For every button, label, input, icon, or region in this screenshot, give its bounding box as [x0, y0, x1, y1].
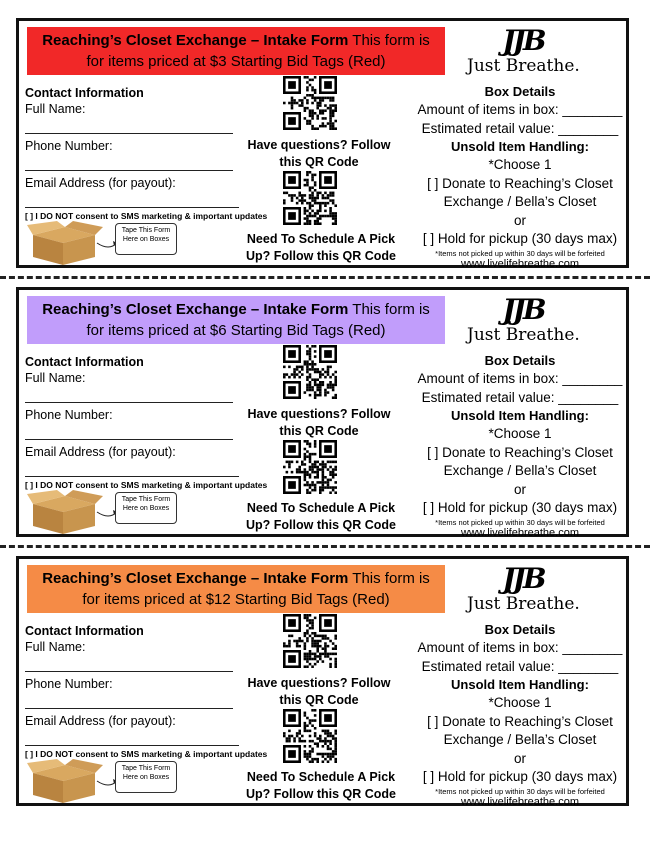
website-url: www.livelifebreathe.com	[461, 795, 579, 808]
pickup-qr-code[interactable]	[283, 440, 337, 494]
email-label: Email Address (for payout):	[25, 445, 176, 459]
phone-field[interactable]	[25, 154, 233, 171]
retail-value-field[interactable]: Estimated retail value: ________	[421, 120, 619, 136]
choose-one-text: *Choose 1	[488, 695, 552, 710]
contact-heading: Contact Information	[25, 86, 144, 100]
full-name-field[interactable]	[25, 655, 233, 672]
donate-option[interactable]: [ ] Donate to Reaching’s Closet	[427, 175, 613, 191]
contact-section	[25, 623, 268, 760]
pickup-qr-caption: Need To Schedule A Pick Up? Follow this QR Code	[246, 770, 396, 801]
phone-field[interactable]	[25, 692, 233, 709]
unsold-heading: Unsold Item Handling:	[451, 677, 589, 692]
logo-text: Just Breathe.	[467, 594, 580, 614]
form-title-bold: Reaching’s Closet Exchange – Intake Form	[42, 32, 349, 49]
just-breathe-logo	[467, 293, 580, 346]
logo-text: Just Breathe.	[467, 56, 580, 76]
unsold-heading: Unsold Item Handling:	[451, 139, 589, 154]
questions-qr-code[interactable]	[283, 345, 337, 399]
website-url: www.livelifebreathe.com	[461, 257, 579, 270]
just-breathe-logo	[467, 562, 580, 615]
intake-form-card-2	[16, 287, 629, 537]
form-title-rest: This form is for items priced at $3 Starting Bid Tags (Red)	[86, 32, 430, 70]
retail-value-field[interactable]: Estimated retail value: ________	[421, 389, 619, 405]
pickup-qr-code[interactable]	[283, 709, 337, 763]
phone-label: Phone Number:	[25, 408, 113, 422]
full-name-field[interactable]	[25, 117, 233, 134]
logo-mark: JJB	[502, 562, 544, 595]
questions-qr-caption: Have questions? Follow this QR Code	[247, 676, 391, 707]
donate-option[interactable]: [ ] Donate to Reaching’s Closet	[427, 713, 613, 729]
donate-option-cont: Exchange / Bella’s Closet	[443, 194, 597, 209]
phone-label: Phone Number:	[25, 139, 113, 153]
unsold-heading: Unsold Item Handling:	[451, 408, 589, 423]
logo-mark: JJB	[502, 24, 544, 57]
full-name-field[interactable]	[25, 386, 233, 403]
forfeit-note: *Items not picked up within 30 days will be forfeited	[435, 517, 605, 527]
donate-option[interactable]: [ ] Donate to Reaching’s Closet	[427, 444, 613, 460]
donate-option-cont: Exchange / Bella’s Closet	[443, 732, 597, 747]
full-name-label: Full Name:	[25, 640, 86, 654]
or-text: or	[513, 750, 526, 766]
full-name-label: Full Name:	[25, 371, 86, 385]
form-title-banner	[27, 565, 445, 613]
intake-form-card-1	[16, 18, 629, 268]
contact-section	[25, 354, 268, 491]
box-details-section	[409, 621, 631, 808]
phone-label: Phone Number:	[25, 677, 113, 691]
form-title-banner	[27, 27, 445, 75]
tape-form-label: Tape This Form Here on Boxes	[115, 492, 177, 524]
intake-form-card-3	[16, 556, 629, 806]
pickup-qr-code[interactable]	[283, 171, 337, 225]
questions-qr-caption: Have questions? Follow this QR Code	[247, 138, 391, 169]
hold-option[interactable]: [ ] Hold for pickup (30 days max)	[422, 769, 618, 784]
cut-line-divider-1	[0, 276, 650, 279]
tape-form-label: Tape This Form Here on Boxes	[115, 761, 177, 793]
donate-option-cont: Exchange / Bella’s Closet	[443, 463, 597, 478]
or-text: or	[513, 481, 526, 497]
amount-items-field[interactable]: Amount of items in box: ________	[417, 371, 623, 386]
sms-consent-checkbox[interactable]: [ ] I DO NOT consent to SMS marketing & important updates	[25, 211, 268, 221]
forfeit-note: *Items not picked up within 30 days will be forfeited	[435, 786, 605, 796]
cut-line-divider-2	[0, 545, 650, 548]
or-text: or	[513, 212, 526, 228]
retail-value-field[interactable]: Estimated retail value: ________	[421, 658, 619, 674]
box-details-heading: Box Details	[484, 353, 556, 368]
email-label: Email Address (for payout):	[25, 176, 176, 190]
sms-consent-checkbox[interactable]: [ ] I DO NOT consent to SMS marketing & important updates	[25, 480, 268, 490]
website-url: www.livelifebreathe.com	[461, 526, 579, 539]
forfeit-note: *Items not picked up within 30 days will be forfeited	[435, 248, 605, 258]
choose-one-text: *Choose 1	[488, 157, 552, 172]
email-field[interactable]	[25, 191, 239, 208]
form-title-rest: This form is for items priced at $6 Starting Bid Tags (Red)	[86, 301, 430, 339]
logo-text: Just Breathe.	[467, 325, 580, 345]
form-title-bold: Reaching’s Closet Exchange – Intake Form	[42, 301, 349, 318]
email-field[interactable]	[25, 729, 239, 746]
questions-qr-caption: Have questions? Follow this QR Code	[247, 407, 391, 438]
box-details-heading: Box Details	[484, 84, 556, 99]
pickup-qr-caption: Need To Schedule A Pick Up? Follow this QR Code	[246, 501, 396, 532]
pickup-qr-caption: Need To Schedule A Pick Up? Follow this QR Code	[246, 232, 396, 263]
just-breathe-logo	[467, 24, 580, 77]
questions-qr-code[interactable]	[283, 76, 337, 130]
full-name-label: Full Name:	[25, 102, 86, 116]
amount-items-field[interactable]: Amount of items in box: ________	[417, 102, 623, 117]
tape-form-label: Tape This Form Here on Boxes	[115, 223, 177, 255]
email-label: Email Address (for payout):	[25, 714, 176, 728]
box-details-section	[409, 352, 631, 539]
hold-option[interactable]: [ ] Hold for pickup (30 days max)	[422, 231, 618, 246]
form-title-rest: This form is for items priced at $12 Starting Bid Tags (Red)	[82, 570, 430, 608]
form-title-banner	[27, 296, 445, 344]
sms-consent-checkbox[interactable]: [ ] I DO NOT consent to SMS marketing & important updates	[25, 749, 268, 759]
box-details-heading: Box Details	[484, 622, 556, 637]
logo-mark: JJB	[502, 293, 544, 326]
amount-items-field[interactable]: Amount of items in box: ________	[417, 640, 623, 655]
contact-heading: Contact Information	[25, 355, 144, 369]
email-field[interactable]	[25, 460, 239, 477]
phone-field[interactable]	[25, 423, 233, 440]
questions-qr-code[interactable]	[283, 614, 337, 668]
choose-one-text: *Choose 1	[488, 426, 552, 441]
box-details-section	[409, 83, 631, 270]
contact-section	[25, 85, 268, 222]
contact-heading: Contact Information	[25, 624, 144, 638]
hold-option[interactable]: [ ] Hold for pickup (30 days max)	[422, 500, 618, 515]
form-title-bold: Reaching’s Closet Exchange – Intake Form	[42, 570, 349, 587]
